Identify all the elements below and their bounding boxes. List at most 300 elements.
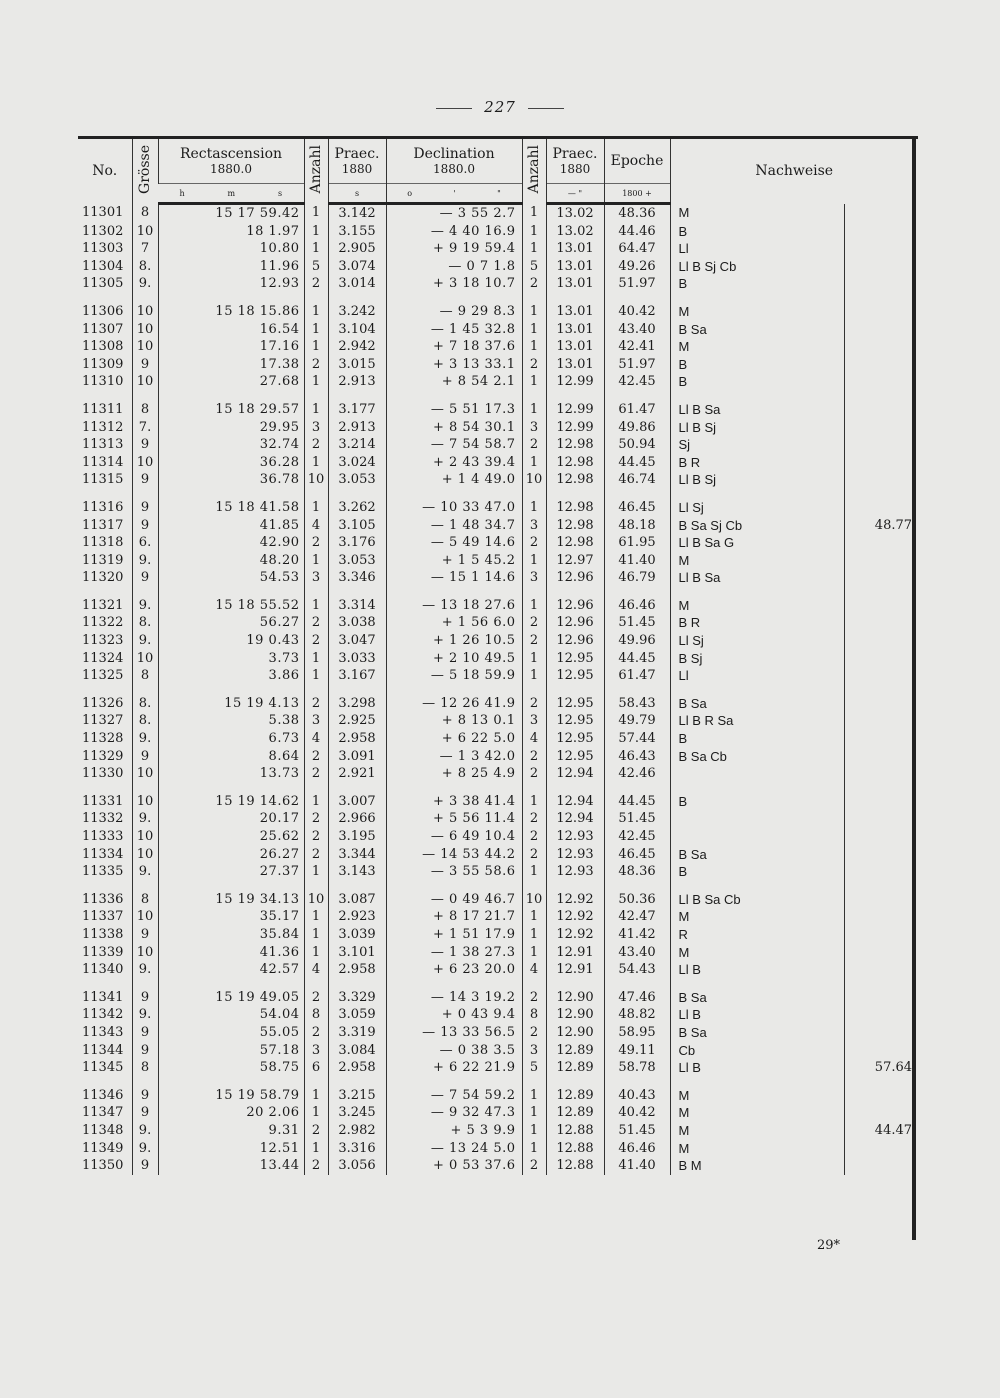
cell-gr: 10 bbox=[132, 303, 158, 321]
cell-no: 11335 bbox=[82, 864, 124, 880]
cell-ep: 50.36 bbox=[604, 891, 670, 909]
cell-de: — 15 1 14.6 bbox=[386, 569, 522, 587]
cell-gr: 7. bbox=[132, 419, 158, 437]
cell-ra: 5.38 bbox=[158, 712, 304, 730]
cell-gr: 8 bbox=[132, 891, 158, 909]
cell-no: 11337 bbox=[82, 909, 124, 925]
cell-ep: 48.36 bbox=[604, 863, 670, 881]
cell-an: 2 bbox=[304, 534, 328, 552]
table-row bbox=[78, 1042, 918, 1060]
table-row bbox=[78, 632, 918, 650]
cell-gr: 9. bbox=[132, 1006, 158, 1024]
cell-ep: 58.43 bbox=[604, 695, 670, 713]
cell-no: 11310 bbox=[82, 374, 124, 390]
cell-pr2: 12.90 bbox=[546, 1024, 604, 1042]
cell-no: 11333 bbox=[82, 829, 124, 844]
cell-ex bbox=[844, 863, 918, 881]
cell-gr: 10 bbox=[132, 338, 158, 356]
cell-pr: 3.053 bbox=[328, 552, 386, 570]
cell-pr2: 12.98 bbox=[546, 471, 604, 489]
cell-ep: 41.40 bbox=[604, 552, 670, 570]
cell-an: 2 bbox=[304, 1024, 328, 1042]
cell-no: 11304 bbox=[82, 258, 124, 274]
cell-an: 8 bbox=[304, 1006, 328, 1024]
cell-ep: 54.43 bbox=[604, 961, 670, 979]
cell-an2: 1 bbox=[522, 863, 546, 881]
cell-pr: 3.056 bbox=[328, 1157, 386, 1175]
ra-unit-m: m bbox=[227, 188, 236, 198]
table-row bbox=[78, 730, 918, 748]
cell-an: 2 bbox=[304, 765, 328, 783]
cell-an2: 4 bbox=[522, 961, 546, 979]
cell-ep: 49.26 bbox=[604, 258, 670, 276]
cell-pr2: 12.92 bbox=[546, 908, 604, 926]
page-number-dash-right bbox=[528, 108, 564, 109]
cell-gr: 9 bbox=[132, 1087, 158, 1105]
header-ra-units bbox=[158, 184, 304, 204]
cell-an2: 3 bbox=[522, 712, 546, 730]
cell-no: 11309 bbox=[82, 356, 124, 372]
cell-gr: 10 bbox=[132, 650, 158, 668]
cell-de: — 5 49 14.6 bbox=[386, 534, 522, 552]
cell-an2: 1 bbox=[522, 499, 546, 517]
table-row bbox=[78, 552, 918, 570]
cell-an2: 2 bbox=[522, 846, 546, 864]
cell-de: + 6 23 20.0 bbox=[386, 961, 522, 979]
cell-nw: B bbox=[670, 863, 844, 881]
cell-ep: 46.46 bbox=[604, 1140, 670, 1158]
cell-ep: 40.42 bbox=[604, 1104, 670, 1122]
cell-pr2: 13.01 bbox=[546, 303, 604, 321]
cell-ra: 15 17 59.42 bbox=[158, 204, 304, 223]
cell-an: 1 bbox=[304, 373, 328, 391]
cell-ra: 32.74 bbox=[158, 436, 304, 454]
cell-ra: 12.51 bbox=[158, 1140, 304, 1158]
cell-an: 2 bbox=[304, 828, 328, 846]
cell-pr2: 12.94 bbox=[546, 810, 604, 828]
cell-ep: 61.47 bbox=[604, 401, 670, 419]
cell-ra: 36.28 bbox=[158, 454, 304, 472]
table-row bbox=[78, 471, 918, 489]
cell-an2: 1 bbox=[522, 667, 546, 685]
table-row bbox=[78, 321, 918, 339]
table-row bbox=[78, 765, 918, 783]
cell-ra: 42.57 bbox=[158, 961, 304, 979]
cell-an2: 1 bbox=[522, 908, 546, 926]
cell-gr: 9. bbox=[132, 1140, 158, 1158]
cell-an2: 2 bbox=[522, 534, 546, 552]
cell-an: 2 bbox=[304, 356, 328, 374]
cell-pr2: 12.96 bbox=[546, 597, 604, 615]
cell-nw: B Sj bbox=[670, 650, 844, 668]
group-spacer bbox=[78, 293, 918, 303]
cell-ex bbox=[844, 989, 918, 1007]
cell-pr2: 12.95 bbox=[546, 650, 604, 668]
cell-ex bbox=[844, 499, 918, 517]
cell-nw: B bbox=[670, 730, 844, 748]
cell-pr2: 13.01 bbox=[546, 275, 604, 293]
cell-ex bbox=[844, 1024, 918, 1042]
table-row bbox=[78, 204, 918, 223]
cell-an: 2 bbox=[304, 846, 328, 864]
table-right-rule bbox=[912, 136, 916, 1240]
cell-an2: 1 bbox=[522, 650, 546, 668]
cell-de: — 6 49 10.4 bbox=[386, 828, 522, 846]
cell-de: + 5 56 11.4 bbox=[386, 810, 522, 828]
cell-pr2: 13.02 bbox=[546, 223, 604, 241]
cell-an2: 1 bbox=[522, 1104, 546, 1122]
cell-pr2: 12.99 bbox=[546, 373, 604, 391]
cell-pr2: 13.02 bbox=[546, 204, 604, 223]
cell-gr: 8 bbox=[132, 1059, 158, 1077]
cell-ex bbox=[844, 748, 918, 766]
cell-ex bbox=[844, 321, 918, 339]
cell-pr2: 12.98 bbox=[546, 454, 604, 472]
cell-ex bbox=[844, 471, 918, 489]
cell-pr: 3.177 bbox=[328, 401, 386, 419]
cell-pr2: 13.01 bbox=[546, 258, 604, 276]
cell-pr2: 12.98 bbox=[546, 499, 604, 517]
cell-no: 11305 bbox=[82, 276, 124, 292]
cell-ep: 40.42 bbox=[604, 303, 670, 321]
cell-nw bbox=[670, 765, 844, 783]
cell-an: 10 bbox=[304, 891, 328, 909]
cell-ra: 54.53 bbox=[158, 569, 304, 587]
cell-pr: 2.982 bbox=[328, 1122, 386, 1140]
cell-an: 2 bbox=[304, 989, 328, 1007]
cell-an: 1 bbox=[304, 454, 328, 472]
cell-an2: 1 bbox=[522, 1087, 546, 1105]
table-row bbox=[78, 1059, 918, 1077]
cell-an: 1 bbox=[304, 401, 328, 419]
cell-ep: 42.45 bbox=[604, 373, 670, 391]
cell-an2: 1 bbox=[522, 338, 546, 356]
cell-an: 4 bbox=[304, 730, 328, 748]
cell-nw: Ll bbox=[670, 667, 844, 685]
cell-pr2: 13.01 bbox=[546, 321, 604, 339]
cell-an: 1 bbox=[304, 667, 328, 685]
cell-ra: 15 19 49.05 bbox=[158, 989, 304, 1007]
cell-ep: 46.79 bbox=[604, 569, 670, 587]
cell-de: — 10 33 47.0 bbox=[386, 499, 522, 517]
cell-de: + 8 13 0.1 bbox=[386, 712, 522, 730]
cell-ex bbox=[844, 1087, 918, 1105]
cell-ra: 3.86 bbox=[158, 667, 304, 685]
cell-de: — 9 29 8.3 bbox=[386, 303, 522, 321]
table-row bbox=[78, 401, 918, 419]
page-number-text: 227 bbox=[484, 98, 516, 116]
table-row bbox=[78, 419, 918, 437]
cell-an2: 2 bbox=[522, 989, 546, 1007]
cell-de: + 3 13 33.1 bbox=[386, 356, 522, 374]
cell-nw: M bbox=[670, 204, 844, 223]
cell-ra: 35.17 bbox=[158, 908, 304, 926]
cell-gr: 9 bbox=[132, 1157, 158, 1175]
cell-ex bbox=[844, 810, 918, 828]
cell-an2: 5 bbox=[522, 258, 546, 276]
cell-pr: 2.913 bbox=[328, 373, 386, 391]
cell-no: 11350 bbox=[82, 1158, 124, 1174]
cell-nw: M bbox=[670, 303, 844, 321]
table-row bbox=[78, 944, 918, 962]
cell-ra: 13.73 bbox=[158, 765, 304, 783]
table-row bbox=[78, 1006, 918, 1024]
cell-nw: Sj bbox=[670, 436, 844, 454]
cell-nw: M bbox=[670, 338, 844, 356]
table-row bbox=[78, 1024, 918, 1042]
table-row bbox=[78, 614, 918, 632]
cell-gr: 8 bbox=[132, 204, 158, 223]
cell-de: + 1 26 10.5 bbox=[386, 632, 522, 650]
cell-de: — 13 33 56.5 bbox=[386, 1024, 522, 1042]
cell-ex bbox=[844, 258, 918, 276]
table-row bbox=[78, 712, 918, 730]
cell-ra: 29.95 bbox=[158, 419, 304, 437]
cell-pr: 3.105 bbox=[328, 517, 386, 535]
cell-ra: 55.05 bbox=[158, 1024, 304, 1042]
cell-an: 1 bbox=[304, 552, 328, 570]
cell-no: 11316 bbox=[82, 499, 124, 515]
cell-de: — 13 18 27.6 bbox=[386, 597, 522, 615]
cell-ep: 51.97 bbox=[604, 275, 670, 293]
cell-nw: Ll bbox=[670, 240, 844, 258]
cell-nw: M bbox=[670, 944, 844, 962]
cell-an2: 1 bbox=[522, 926, 546, 944]
cell-ep: 46.46 bbox=[604, 597, 670, 615]
cell-no: 11346 bbox=[82, 1087, 124, 1103]
table-row bbox=[78, 517, 918, 535]
cell-an2: 5 bbox=[522, 1059, 546, 1077]
cell-pr: 2.966 bbox=[328, 810, 386, 828]
header-praec2-unit: — " bbox=[546, 184, 604, 204]
table-row bbox=[78, 436, 918, 454]
cell-ex bbox=[844, 765, 918, 783]
cell-nw: B Sa bbox=[670, 1024, 844, 1042]
cell-pr2: 12.98 bbox=[546, 517, 604, 535]
cell-pr: 2.958 bbox=[328, 730, 386, 748]
cell-de: + 7 18 37.6 bbox=[386, 338, 522, 356]
cell-ex bbox=[844, 891, 918, 909]
cell-nw bbox=[670, 810, 844, 828]
cell-de: + 6 22 21.9 bbox=[386, 1059, 522, 1077]
star-catalogue-table bbox=[78, 136, 918, 1240]
cell-an: 1 bbox=[304, 223, 328, 241]
cell-an: 2 bbox=[304, 614, 328, 632]
table-row bbox=[78, 1140, 918, 1158]
cell-ex bbox=[844, 1042, 918, 1060]
cell-no: 11302 bbox=[82, 223, 124, 239]
cell-pr: 3.101 bbox=[328, 944, 386, 962]
cell-pr2: 12.95 bbox=[546, 667, 604, 685]
cell-nw: Cb bbox=[670, 1042, 844, 1060]
table-row bbox=[78, 597, 918, 615]
cell-pr: 3.346 bbox=[328, 569, 386, 587]
cell-an: 1 bbox=[304, 204, 328, 223]
cell-ep: 57.44 bbox=[604, 730, 670, 748]
table-row bbox=[78, 748, 918, 766]
page-number bbox=[0, 98, 1000, 116]
group-spacer bbox=[78, 783, 918, 793]
cell-an2: 2 bbox=[522, 275, 546, 293]
cell-ep: 44.45 bbox=[604, 793, 670, 811]
cell-an2: 1 bbox=[522, 793, 546, 811]
table-row bbox=[78, 303, 918, 321]
cell-no: 11312 bbox=[82, 419, 124, 435]
cell-pr: 3.319 bbox=[328, 1024, 386, 1042]
cell-ep: 49.79 bbox=[604, 712, 670, 730]
cell-ra: 9.31 bbox=[158, 1122, 304, 1140]
cell-an: 2 bbox=[304, 632, 328, 650]
cell-nw: Ll B Sa Cb bbox=[670, 891, 844, 909]
cell-pr2: 12.95 bbox=[546, 712, 604, 730]
cell-an2: 3 bbox=[522, 517, 546, 535]
cell-no: 11340 bbox=[82, 962, 124, 978]
cell-ex bbox=[844, 552, 918, 570]
cell-de: — 1 45 32.8 bbox=[386, 321, 522, 339]
cell-ra: 25.62 bbox=[158, 828, 304, 846]
cell-no: 11303 bbox=[82, 241, 124, 257]
cell-pr: 3.329 bbox=[328, 989, 386, 1007]
cell-nw: B Sa bbox=[670, 321, 844, 339]
cell-ex bbox=[844, 614, 918, 632]
cell-de: + 8 17 21.7 bbox=[386, 908, 522, 926]
cell-an2: 1 bbox=[522, 204, 546, 223]
header-epoche-base: 1800 + bbox=[604, 184, 670, 204]
cell-ra: 15 19 4.13 bbox=[158, 695, 304, 713]
cell-nw: Ll B bbox=[670, 1006, 844, 1024]
cell-pr: 3.033 bbox=[328, 650, 386, 668]
header-anzahl: Anzahl bbox=[304, 138, 328, 204]
cell-ra: 15 18 55.52 bbox=[158, 597, 304, 615]
cell-no: 11326 bbox=[82, 695, 124, 711]
cell-pr: 3.344 bbox=[328, 846, 386, 864]
cell-de: + 1 4 49.0 bbox=[386, 471, 522, 489]
cell-ex bbox=[844, 204, 918, 223]
cell-pr: 3.176 bbox=[328, 534, 386, 552]
cell-gr: 9. bbox=[132, 810, 158, 828]
cell-an: 1 bbox=[304, 338, 328, 356]
cell-de: — 5 51 17.3 bbox=[386, 401, 522, 419]
cell-an: 1 bbox=[304, 863, 328, 881]
cell-an: 3 bbox=[304, 569, 328, 587]
cell-ra: 27.37 bbox=[158, 863, 304, 881]
cell-ra: 15 18 41.58 bbox=[158, 499, 304, 517]
table-row bbox=[78, 338, 918, 356]
cell-nw: Ll B bbox=[670, 961, 844, 979]
cell-ep: 42.46 bbox=[604, 765, 670, 783]
cell-an: 1 bbox=[304, 908, 328, 926]
cell-pr2: 13.01 bbox=[546, 338, 604, 356]
cell-an: 2 bbox=[304, 1122, 328, 1140]
cell-nw: B R bbox=[670, 614, 844, 632]
cell-gr: 9 bbox=[132, 436, 158, 454]
cell-ep: 41.40 bbox=[604, 1157, 670, 1175]
cell-pr2: 12.94 bbox=[546, 793, 604, 811]
cell-gr: 9 bbox=[132, 989, 158, 1007]
cell-gr: 10 bbox=[132, 765, 158, 783]
cell-ra: 3.73 bbox=[158, 650, 304, 668]
cell-pr2: 12.89 bbox=[546, 1042, 604, 1060]
group-spacer bbox=[78, 685, 918, 695]
cell-an2: 2 bbox=[522, 436, 546, 454]
cell-pr: 2.958 bbox=[328, 961, 386, 979]
cell-pr: 2.923 bbox=[328, 908, 386, 926]
cell-gr: 9. bbox=[132, 730, 158, 748]
cell-ep: 51.45 bbox=[604, 810, 670, 828]
cell-an: 1 bbox=[304, 944, 328, 962]
cell-nw: Ll B Sj bbox=[670, 471, 844, 489]
cell-gr: 9. bbox=[132, 275, 158, 293]
cell-nw bbox=[670, 828, 844, 846]
cell-de: — 1 48 34.7 bbox=[386, 517, 522, 535]
cell-pr2: 12.95 bbox=[546, 730, 604, 748]
cell-pr2: 12.99 bbox=[546, 401, 604, 419]
cell-ra: 35.84 bbox=[158, 926, 304, 944]
cell-ex bbox=[844, 667, 918, 685]
cell-ra: 27.68 bbox=[158, 373, 304, 391]
cell-gr: 10 bbox=[132, 321, 158, 339]
cell-ep: 64.47 bbox=[604, 240, 670, 258]
cell-pr: 3.091 bbox=[328, 748, 386, 766]
cell-pr: 3.143 bbox=[328, 863, 386, 881]
cell-ra: 48.20 bbox=[158, 552, 304, 570]
page-number-dash-left bbox=[436, 108, 472, 109]
cell-no: 11327 bbox=[82, 713, 124, 729]
cell-ra: 17.38 bbox=[158, 356, 304, 374]
cell-gr: 8. bbox=[132, 258, 158, 276]
cell-pr2: 12.92 bbox=[546, 926, 604, 944]
cell-ep: 43.40 bbox=[604, 321, 670, 339]
cell-pr2: 12.88 bbox=[546, 1140, 604, 1158]
cell-gr: 8 bbox=[132, 667, 158, 685]
cell-an: 1 bbox=[304, 926, 328, 944]
cell-nw: Ll Sj bbox=[670, 632, 844, 650]
cell-gr: 9 bbox=[132, 1042, 158, 1060]
cell-nw: R bbox=[670, 926, 844, 944]
cell-ex bbox=[844, 223, 918, 241]
cell-de: — 1 38 27.3 bbox=[386, 944, 522, 962]
cell-pr: 3.047 bbox=[328, 632, 386, 650]
cell-ex bbox=[844, 240, 918, 258]
cell-pr2: 12.95 bbox=[546, 748, 604, 766]
group-spacer bbox=[78, 391, 918, 401]
cell-ep: 49.11 bbox=[604, 1042, 670, 1060]
cell-an2: 3 bbox=[522, 1042, 546, 1060]
cell-ex bbox=[844, 356, 918, 374]
cell-an: 2 bbox=[304, 810, 328, 828]
cell-de: + 0 53 37.6 bbox=[386, 1157, 522, 1175]
cell-ra: 54.04 bbox=[158, 1006, 304, 1024]
cell-pr2: 12.88 bbox=[546, 1122, 604, 1140]
cell-pr2: 12.96 bbox=[546, 632, 604, 650]
cell-ex bbox=[844, 275, 918, 293]
cell-nw: B Sa bbox=[670, 695, 844, 713]
table-row bbox=[78, 828, 918, 846]
table-row bbox=[78, 650, 918, 668]
cell-ex bbox=[844, 730, 918, 748]
header-epoche: Epoche bbox=[604, 138, 670, 184]
cell-no: 11315 bbox=[82, 472, 124, 488]
cell-an: 1 bbox=[304, 240, 328, 258]
cell-no: 11308 bbox=[82, 339, 124, 355]
cell-pr: 3.074 bbox=[328, 258, 386, 276]
cell-an: 2 bbox=[304, 436, 328, 454]
cell-an2: 2 bbox=[522, 828, 546, 846]
cell-no: 11341 bbox=[82, 989, 124, 1005]
cell-gr: 10 bbox=[132, 223, 158, 241]
cell-de: — 14 53 44.2 bbox=[386, 846, 522, 864]
cell-no: 11345 bbox=[82, 1060, 124, 1076]
